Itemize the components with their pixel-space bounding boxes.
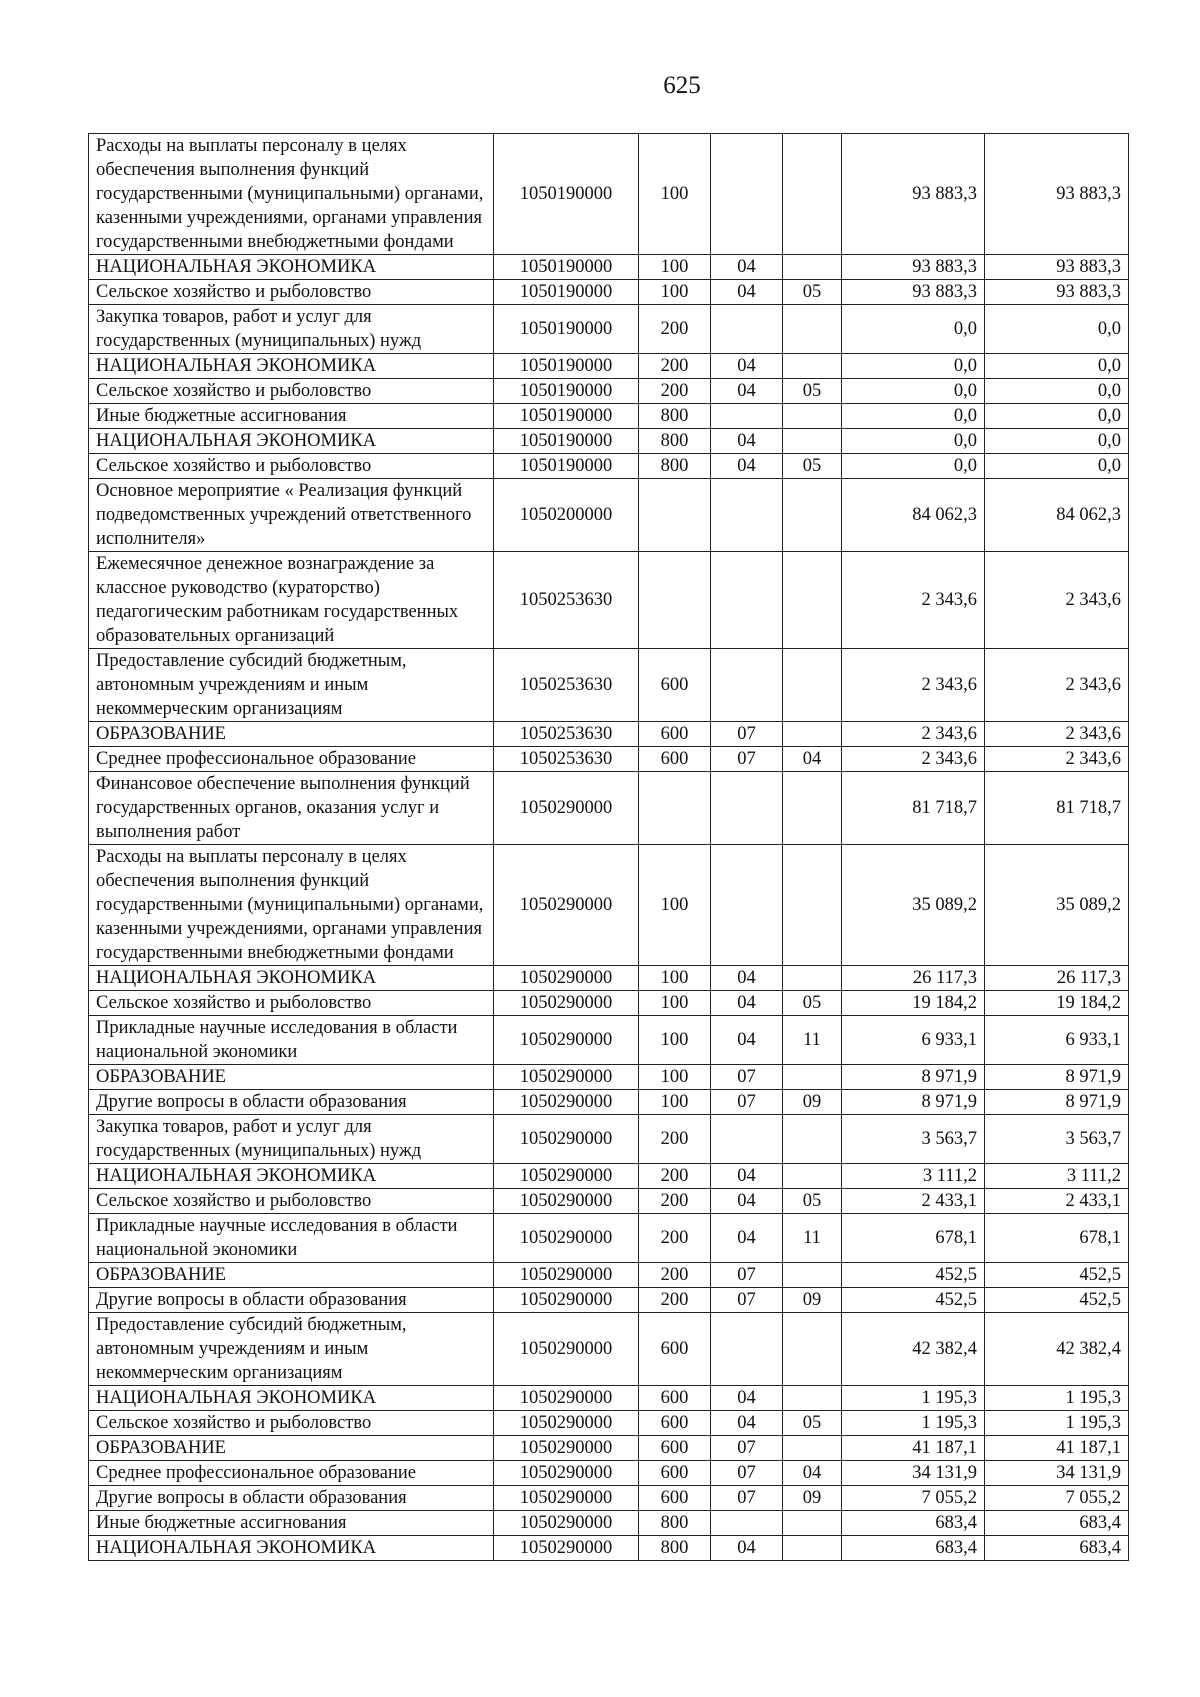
- row-name-cell: Сельское хозяйство и рыболовство: [89, 454, 494, 479]
- amount-cell: 0,0: [985, 379, 1129, 404]
- subsection-cell: [783, 1263, 842, 1288]
- target-article-cell: 1050190000: [494, 354, 639, 379]
- subsection-cell: [783, 1511, 842, 1536]
- expense-type-cell: 100: [639, 280, 711, 305]
- target-article-cell: 1050290000: [494, 1115, 639, 1164]
- expense-type-cell: 100: [639, 966, 711, 991]
- amount-cell: 93 883,3: [842, 134, 985, 255]
- expense-type-cell: 600: [639, 722, 711, 747]
- section-cell: [711, 649, 783, 722]
- amount-cell: 93 883,3: [842, 255, 985, 280]
- subsection-cell: [783, 134, 842, 255]
- section-cell: [711, 772, 783, 845]
- table-row: [89, 552, 1129, 649]
- table-row: [89, 429, 1129, 454]
- amount-cell: 452,5: [842, 1263, 985, 1288]
- amount-cell: 2 433,1: [842, 1189, 985, 1214]
- subsection-cell: [783, 305, 842, 354]
- amount-cell: 84 062,3: [985, 479, 1129, 552]
- expense-type-cell: 800: [639, 429, 711, 454]
- amount-cell: 6 933,1: [842, 1016, 985, 1065]
- expense-type-cell: [639, 772, 711, 845]
- amount-cell: 2 343,6: [842, 722, 985, 747]
- target-article-cell: 1050290000: [494, 1164, 639, 1189]
- amount-cell: 93 883,3: [842, 280, 985, 305]
- expense-type-cell: 800: [639, 1536, 711, 1561]
- section-cell: [711, 552, 783, 649]
- table-row: [89, 772, 1129, 845]
- table-row: [89, 1090, 1129, 1115]
- row-name-cell: Прикладные научные исследования в области национальной экономики: [89, 1016, 494, 1065]
- target-article-cell: 1050190000: [494, 379, 639, 404]
- expense-type-cell: 600: [639, 1461, 711, 1486]
- expense-type-cell: 200: [639, 354, 711, 379]
- target-article-cell: 1050290000: [494, 772, 639, 845]
- subsection-cell: 04: [783, 1461, 842, 1486]
- target-article-cell: 1050290000: [494, 1511, 639, 1536]
- target-article-cell: 1050290000: [494, 1536, 639, 1561]
- amount-cell: 3 563,7: [842, 1115, 985, 1164]
- amount-cell: 0,0: [842, 354, 985, 379]
- section-cell: 07: [711, 1486, 783, 1511]
- section-cell: 04: [711, 966, 783, 991]
- amount-cell: 41 187,1: [985, 1436, 1129, 1461]
- amount-cell: 8 971,9: [842, 1090, 985, 1115]
- subsection-cell: [783, 1065, 842, 1090]
- row-name-cell: НАЦИОНАЛЬНАЯ ЭКОНОМИКА: [89, 966, 494, 991]
- row-name-cell: НАЦИОНАЛЬНАЯ ЭКОНОМИКА: [89, 255, 494, 280]
- target-article-cell: 1050290000: [494, 1313, 639, 1386]
- amount-cell: 678,1: [842, 1214, 985, 1263]
- amount-cell: 0,0: [985, 454, 1129, 479]
- table-row: [89, 1214, 1129, 1263]
- subsection-cell: [783, 354, 842, 379]
- subsection-cell: [783, 649, 842, 722]
- subsection-cell: [783, 1313, 842, 1386]
- target-article-cell: 1050290000: [494, 966, 639, 991]
- subsection-cell: [783, 1436, 842, 1461]
- row-name-cell: Расходы на выплаты персоналу в целях обеспечения выполнения функций государственными (муниципальными) органами, казенными учреждениями, органами управления государственными внебюджетными фондами: [89, 845, 494, 966]
- subsection-cell: 05: [783, 379, 842, 404]
- row-name-cell: Закупка товаров, работ и услуг для государственных (муниципальных) нужд: [89, 305, 494, 354]
- amount-cell: 0,0: [985, 305, 1129, 354]
- table-row: [89, 1313, 1129, 1386]
- amount-cell: 1 195,3: [842, 1411, 985, 1436]
- amount-cell: 683,4: [842, 1511, 985, 1536]
- table-body: [89, 134, 1129, 1561]
- section-cell: [711, 1115, 783, 1164]
- expense-type-cell: 200: [639, 379, 711, 404]
- expense-type-cell: 200: [639, 305, 711, 354]
- section-cell: 04: [711, 454, 783, 479]
- target-article-cell: 1050200000: [494, 479, 639, 552]
- expense-type-cell: 100: [639, 991, 711, 1016]
- subsection-cell: 04: [783, 747, 842, 772]
- table-row: [89, 1189, 1129, 1214]
- section-cell: 07: [711, 1436, 783, 1461]
- amount-cell: 683,4: [985, 1536, 1129, 1561]
- target-article-cell: 1050290000: [494, 1189, 639, 1214]
- subsection-cell: 09: [783, 1288, 842, 1313]
- subsection-cell: [783, 1115, 842, 1164]
- amount-cell: 6 933,1: [985, 1016, 1129, 1065]
- row-name-cell: Сельское хозяйство и рыболовство: [89, 280, 494, 305]
- target-article-cell: 1050253630: [494, 552, 639, 649]
- subsection-cell: [783, 1386, 842, 1411]
- expense-type-cell: 600: [639, 1486, 711, 1511]
- expense-type-cell: 200: [639, 1214, 711, 1263]
- expense-type-cell: 200: [639, 1115, 711, 1164]
- expense-type-cell: 200: [639, 1189, 711, 1214]
- target-article-cell: 1050190000: [494, 454, 639, 479]
- expense-type-cell: 200: [639, 1263, 711, 1288]
- section-cell: [711, 404, 783, 429]
- target-article-cell: 1050290000: [494, 991, 639, 1016]
- table-row: [89, 991, 1129, 1016]
- amount-cell: 0,0: [842, 379, 985, 404]
- row-name-cell: ОБРАЗОВАНИЕ: [89, 1436, 494, 1461]
- row-name-cell: Закупка товаров, работ и услуг для государственных (муниципальных) нужд: [89, 1115, 494, 1164]
- table-row: [89, 1436, 1129, 1461]
- target-article-cell: 1050290000: [494, 1486, 639, 1511]
- amount-cell: 0,0: [842, 305, 985, 354]
- amount-cell: 2 343,6: [985, 649, 1129, 722]
- subsection-cell: [783, 429, 842, 454]
- target-article-cell: 1050290000: [494, 1386, 639, 1411]
- section-cell: 07: [711, 722, 783, 747]
- row-name-cell: Сельское хозяйство и рыболовство: [89, 991, 494, 1016]
- section-cell: 04: [711, 280, 783, 305]
- amount-cell: 683,4: [985, 1511, 1129, 1536]
- section-cell: 07: [711, 1263, 783, 1288]
- subsection-cell: [783, 772, 842, 845]
- section-cell: 04: [711, 1164, 783, 1189]
- table-row: [89, 845, 1129, 966]
- section-cell: 07: [711, 1288, 783, 1313]
- table-row: [89, 479, 1129, 552]
- amount-cell: 19 184,2: [842, 991, 985, 1016]
- table-row: [89, 305, 1129, 354]
- target-article-cell: 1050290000: [494, 1065, 639, 1090]
- target-article-cell: 1050290000: [494, 1214, 639, 1263]
- row-name-cell: Среднее профессиональное образование: [89, 1461, 494, 1486]
- expense-type-cell: 200: [639, 1288, 711, 1313]
- amount-cell: 452,5: [842, 1288, 985, 1313]
- table-row: [89, 649, 1129, 722]
- expense-type-cell: 200: [639, 1164, 711, 1189]
- amount-cell: 1 195,3: [985, 1386, 1129, 1411]
- section-cell: 04: [711, 1386, 783, 1411]
- table-row: [89, 966, 1129, 991]
- amount-cell: 19 184,2: [985, 991, 1129, 1016]
- section-cell: 04: [711, 1536, 783, 1561]
- row-name-cell: Ежемесячное денежное вознаграждение за классное руководство (кураторство) педагогическим работникам государственных образовательных организаций: [89, 552, 494, 649]
- table-row: [89, 1288, 1129, 1313]
- expense-type-cell: 800: [639, 404, 711, 429]
- target-article-cell: 1050190000: [494, 134, 639, 255]
- expense-type-cell: 600: [639, 1436, 711, 1461]
- target-article-cell: 1050290000: [494, 1263, 639, 1288]
- expense-type-cell: 800: [639, 454, 711, 479]
- table-row: [89, 280, 1129, 305]
- amount-cell: 0,0: [842, 404, 985, 429]
- table-row: [89, 1486, 1129, 1511]
- amount-cell: 2 343,6: [985, 747, 1129, 772]
- row-name-cell: Расходы на выплаты персоналу в целях обеспечения выполнения функций государственными (муниципальными) органами, казенными учреждениями, органами управления государственными внебюджетными фондами: [89, 134, 494, 255]
- amount-cell: 81 718,7: [985, 772, 1129, 845]
- amount-cell: 2 343,6: [985, 722, 1129, 747]
- amount-cell: 8 971,9: [985, 1065, 1129, 1090]
- table-row: [89, 1115, 1129, 1164]
- table-row: [89, 1411, 1129, 1436]
- amount-cell: 26 117,3: [842, 966, 985, 991]
- table-row: [89, 354, 1129, 379]
- expense-type-cell: 100: [639, 1090, 711, 1115]
- section-cell: 04: [711, 991, 783, 1016]
- subsection-cell: 09: [783, 1486, 842, 1511]
- expense-type-cell: [639, 479, 711, 552]
- row-name-cell: Иные бюджетные ассигнования: [89, 404, 494, 429]
- amount-cell: 1 195,3: [842, 1386, 985, 1411]
- expense-type-cell: 600: [639, 1386, 711, 1411]
- amount-cell: 452,5: [985, 1288, 1129, 1313]
- table-row: [89, 379, 1129, 404]
- target-article-cell: 1050290000: [494, 1461, 639, 1486]
- target-article-cell: 1050253630: [494, 722, 639, 747]
- table-row: [89, 1386, 1129, 1411]
- subsection-cell: [783, 722, 842, 747]
- amount-cell: 7 055,2: [985, 1486, 1129, 1511]
- target-article-cell: 1050290000: [494, 1411, 639, 1436]
- subsection-cell: [783, 1164, 842, 1189]
- section-cell: 07: [711, 1065, 783, 1090]
- amount-cell: 0,0: [985, 404, 1129, 429]
- row-name-cell: Среднее профессиональное образование: [89, 747, 494, 772]
- row-name-cell: ОБРАЗОВАНИЕ: [89, 1065, 494, 1090]
- amount-cell: 34 131,9: [985, 1461, 1129, 1486]
- amount-cell: 2 343,6: [842, 552, 985, 649]
- row-name-cell: ОБРАЗОВАНИЕ: [89, 1263, 494, 1288]
- expense-type-cell: 600: [639, 1411, 711, 1436]
- amount-cell: 35 089,2: [985, 845, 1129, 966]
- amount-cell: 3 111,2: [985, 1164, 1129, 1189]
- subsection-cell: 05: [783, 991, 842, 1016]
- subsection-cell: [783, 255, 842, 280]
- amount-cell: 0,0: [842, 429, 985, 454]
- section-cell: [711, 305, 783, 354]
- subsection-cell: 09: [783, 1090, 842, 1115]
- target-article-cell: 1050190000: [494, 404, 639, 429]
- expense-type-cell: 600: [639, 747, 711, 772]
- row-name-cell: Другие вопросы в области образования: [89, 1288, 494, 1313]
- amount-cell: 8 971,9: [842, 1065, 985, 1090]
- row-name-cell: НАЦИОНАЛЬНАЯ ЭКОНОМИКА: [89, 1164, 494, 1189]
- target-article-cell: 1050290000: [494, 845, 639, 966]
- amount-cell: 84 062,3: [842, 479, 985, 552]
- subsection-cell: [783, 404, 842, 429]
- amount-cell: 0,0: [842, 454, 985, 479]
- expense-type-cell: 600: [639, 1313, 711, 1386]
- amount-cell: 81 718,7: [842, 772, 985, 845]
- target-article-cell: 1050290000: [494, 1288, 639, 1313]
- subsection-cell: 11: [783, 1016, 842, 1065]
- target-article-cell: 1050253630: [494, 649, 639, 722]
- table-row: [89, 1065, 1129, 1090]
- row-name-cell: Финансовое обеспечение выполнения функций государственных органов, оказания услуг и выполнения работ: [89, 772, 494, 845]
- amount-cell: 678,1: [985, 1214, 1129, 1263]
- target-article-cell: 1050290000: [494, 1090, 639, 1115]
- expense-type-cell: [639, 552, 711, 649]
- expense-type-cell: 100: [639, 1016, 711, 1065]
- row-name-cell: Основное мероприятие « Реализация функций подведомственных учреждений ответственного исполнителя»: [89, 479, 494, 552]
- row-name-cell: Сельское хозяйство и рыболовство: [89, 1411, 494, 1436]
- subsection-cell: 05: [783, 280, 842, 305]
- expense-type-cell: 100: [639, 134, 711, 255]
- section-cell: 04: [711, 1214, 783, 1263]
- budget-table: [88, 133, 1129, 1561]
- subsection-cell: [783, 479, 842, 552]
- target-article-cell: 1050190000: [494, 305, 639, 354]
- row-name-cell: НАЦИОНАЛЬНАЯ ЭКОНОМИКА: [89, 1386, 494, 1411]
- subsection-cell: 05: [783, 454, 842, 479]
- section-cell: [711, 1511, 783, 1536]
- expense-type-cell: 600: [639, 649, 711, 722]
- section-cell: 04: [711, 1189, 783, 1214]
- row-name-cell: Предоставление субсидий бюджетным, автономным учреждениям и иным некоммерческим организациям: [89, 649, 494, 722]
- row-name-cell: Сельское хозяйство и рыболовство: [89, 379, 494, 404]
- row-name-cell: Прикладные научные исследования в области национальной экономики: [89, 1214, 494, 1263]
- row-name-cell: НАЦИОНАЛЬНАЯ ЭКОНОМИКА: [89, 354, 494, 379]
- subsection-cell: [783, 845, 842, 966]
- table-row: [89, 404, 1129, 429]
- amount-cell: 3 563,7: [985, 1115, 1129, 1164]
- section-cell: 07: [711, 1461, 783, 1486]
- section-cell: 04: [711, 255, 783, 280]
- amount-cell: 41 187,1: [842, 1436, 985, 1461]
- table-row: [89, 1461, 1129, 1486]
- amount-cell: 93 883,3: [985, 134, 1129, 255]
- amount-cell: 93 883,3: [985, 255, 1129, 280]
- page-number: 625: [663, 72, 701, 99]
- section-cell: 07: [711, 1090, 783, 1115]
- section-cell: [711, 845, 783, 966]
- amount-cell: 42 382,4: [842, 1313, 985, 1386]
- amount-cell: 93 883,3: [985, 280, 1129, 305]
- expense-type-cell: 100: [639, 255, 711, 280]
- table-row: [89, 1263, 1129, 1288]
- section-cell: [711, 479, 783, 552]
- section-cell: [711, 1313, 783, 1386]
- amount-cell: 42 382,4: [985, 1313, 1129, 1386]
- table-row: [89, 255, 1129, 280]
- section-cell: 04: [711, 429, 783, 454]
- table-row: [89, 1511, 1129, 1536]
- subsection-cell: [783, 966, 842, 991]
- row-name-cell: Другие вопросы в области образования: [89, 1486, 494, 1511]
- subsection-cell: [783, 1536, 842, 1561]
- section-cell: 04: [711, 354, 783, 379]
- target-article-cell: 1050190000: [494, 255, 639, 280]
- amount-cell: 35 089,2: [842, 845, 985, 966]
- section-cell: 04: [711, 1016, 783, 1065]
- amount-cell: 34 131,9: [842, 1461, 985, 1486]
- table-row: [89, 1536, 1129, 1561]
- subsection-cell: [783, 552, 842, 649]
- amount-cell: 0,0: [985, 354, 1129, 379]
- row-name-cell: Предоставление субсидий бюджетным, автономным учреждениям и иным некоммерческим организациям: [89, 1313, 494, 1386]
- row-name-cell: ОБРАЗОВАНИЕ: [89, 722, 494, 747]
- amount-cell: 2 343,6: [985, 552, 1129, 649]
- table-row: [89, 722, 1129, 747]
- section-cell: [711, 134, 783, 255]
- table-row: [89, 454, 1129, 479]
- target-article-cell: 1050290000: [494, 1016, 639, 1065]
- row-name-cell: НАЦИОНАЛЬНАЯ ЭКОНОМИКА: [89, 429, 494, 454]
- amount-cell: 3 111,2: [842, 1164, 985, 1189]
- amount-cell: 8 971,9: [985, 1090, 1129, 1115]
- subsection-cell: 11: [783, 1214, 842, 1263]
- row-name-cell: НАЦИОНАЛЬНАЯ ЭКОНОМИКА: [89, 1536, 494, 1561]
- amount-cell: 0,0: [985, 429, 1129, 454]
- expense-type-cell: 800: [639, 1511, 711, 1536]
- table-row: [89, 134, 1129, 255]
- table-row: [89, 1164, 1129, 1189]
- target-article-cell: 1050253630: [494, 747, 639, 772]
- expense-type-cell: 100: [639, 1065, 711, 1090]
- row-name-cell: Сельское хозяйство и рыболовство: [89, 1189, 494, 1214]
- amount-cell: 452,5: [985, 1263, 1129, 1288]
- section-cell: 04: [711, 1411, 783, 1436]
- section-cell: 04: [711, 379, 783, 404]
- target-article-cell: 1050190000: [494, 280, 639, 305]
- table-row: [89, 1016, 1129, 1065]
- amount-cell: 26 117,3: [985, 966, 1129, 991]
- row-name-cell: Другие вопросы в области образования: [89, 1090, 494, 1115]
- section-cell: 07: [711, 747, 783, 772]
- expense-type-cell: 100: [639, 845, 711, 966]
- amount-cell: 683,4: [842, 1536, 985, 1561]
- amount-cell: 2 343,6: [842, 649, 985, 722]
- row-name-cell: Иные бюджетные ассигнования: [89, 1511, 494, 1536]
- amount-cell: 7 055,2: [842, 1486, 985, 1511]
- amount-cell: 1 195,3: [985, 1411, 1129, 1436]
- amount-cell: 2 343,6: [842, 747, 985, 772]
- amount-cell: 2 433,1: [985, 1189, 1129, 1214]
- target-article-cell: 1050290000: [494, 1436, 639, 1461]
- subsection-cell: 05: [783, 1189, 842, 1214]
- table-row: [89, 747, 1129, 772]
- subsection-cell: 05: [783, 1411, 842, 1436]
- target-article-cell: 1050190000: [494, 429, 639, 454]
